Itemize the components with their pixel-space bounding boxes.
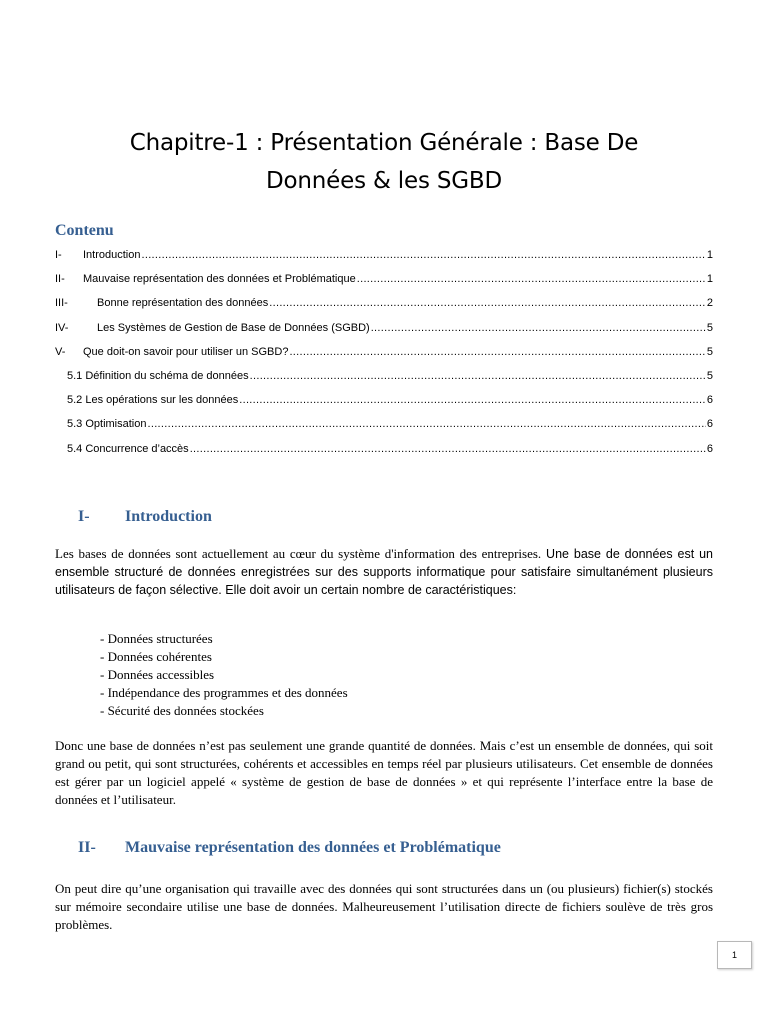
toc-entry-page: 5: [706, 370, 713, 383]
toc-entry-page: 1: [706, 273, 713, 286]
list-item: - Sécurité des données stockées: [100, 703, 264, 718]
intro-paragraph: [55, 545, 713, 599]
toc-entry[interactable]: [55, 243, 713, 267]
toc-entry[interactable]: [55, 364, 713, 388]
toc-entry-page: 2: [706, 297, 713, 310]
toc-entry-text: 5.4 Concurrence d’accès: [67, 442, 189, 455]
toc-dot-leader: [190, 443, 706, 455]
toc-entry[interactable]: [55, 291, 713, 315]
toc-entry[interactable]: [55, 412, 713, 436]
toc-entry-page: 5: [706, 345, 713, 358]
toc-dot-leader: [357, 273, 706, 285]
toc-dot-leader: [147, 418, 705, 430]
toc-entry-page: 6: [706, 442, 713, 455]
toc-entry[interactable]: [55, 267, 713, 291]
toc-entry-text: Les Systèmes de Gestion de Base de Données (SGBD): [97, 321, 370, 334]
list-item: - Indépendance des programmes et des données: [100, 685, 348, 700]
toc-entry-page: 6: [706, 394, 713, 407]
toc-entry-page: 5: [706, 321, 713, 334]
characteristics-list: [100, 630, 348, 720]
toc-dot-leader: [141, 249, 705, 261]
toc-entry-number: V-: [55, 345, 66, 358]
toc-entry-text: 5.2 Les opérations sur les données: [67, 394, 239, 407]
toc-entry[interactable]: [55, 437, 713, 461]
section-title: Introduction: [125, 508, 212, 525]
toc-entry-number: IV-: [55, 321, 69, 334]
intro-paragraph-2: Donc une base de données n’est pas seulement une grande quantité de données. Mais c’est un ensemble de données, qui soit grand ou petit, qui sont structurées, cohérents et accessibles en temps réel par plusieurs utilisateurs. Cet ensemble de données est gérer par un logiciel appelé « système de gestion de base de données » et qui représente l’interface entre la base de données et l’utilisateur.: [55, 738, 713, 807]
intro-text-serif: Les bases de données sont actuellement au cœur du système d'information des entreprises.: [55, 546, 542, 561]
toc-entry-text: 5.1 Définition du schéma de données: [67, 370, 249, 383]
page-number-box: [717, 941, 752, 969]
toc-dot-leader: [269, 297, 706, 309]
toc-entry[interactable]: [55, 340, 713, 364]
toc-entry-text: 5.3 Optimisation: [67, 418, 147, 431]
toc-dot-leader: [289, 346, 705, 358]
chapter-title-line2: Données & les SGBD: [266, 168, 502, 194]
section-number: I-: [78, 508, 90, 525]
toc-entry-number: I-: [55, 249, 62, 262]
section-number: II-: [78, 839, 96, 856]
list-item: - Données structurées: [100, 631, 213, 646]
toc-entry-text: Que doit-on savoir pour utiliser un SGBD?: [83, 345, 289, 358]
list-item: - Données cohérentes: [100, 649, 212, 664]
page-number: 1: [731, 950, 737, 960]
chapter-title-line1: Chapitre-1 : Présentation Générale : Base De: [129, 130, 639, 156]
toc-dot-leader: [239, 394, 706, 406]
toc-entry-text: Mauvaise représentation des données et Problématique: [83, 273, 356, 286]
toc-heading: Contenu: [55, 222, 114, 239]
section-title: Mauvaise représentation des données et Problématique: [125, 839, 501, 856]
toc-dot-leader: [371, 322, 706, 334]
toc-entry-number: II-: [55, 273, 65, 286]
chapter-title: [40, 124, 728, 200]
section-heading-problematique: [78, 839, 501, 857]
toc-dot-leader: [250, 370, 706, 382]
table-of-contents: [55, 243, 713, 461]
problematique-paragraph: On peut dire qu’une organisation qui travaille avec des données qui sont structurées dans un (ou plusieurs) fichier(s) stockés sur mémoire secondaire utilise une base de données. Malheureusement l’utilisation directe de fichiers soulève de très gros problèmes.: [55, 881, 713, 932]
section-heading-introduction: [78, 508, 212, 526]
toc-entry-page: 1: [706, 249, 713, 262]
intro-text-sans: Une base de données est un ensemble structuré de données enregistrées sur des supports informatique pour satisfaire simultanément plusieurs utilisateurs de façon sélective. Elle doit avoir un certain nombre de caractéristiques:: [55, 547, 713, 597]
toc-entry-page: 6: [706, 418, 713, 431]
toc-entry-text: Introduction: [83, 249, 141, 262]
toc-entry-number: III-: [55, 297, 68, 310]
toc-entry[interactable]: [55, 316, 713, 340]
toc-entry-text: Bonne représentation des données: [97, 297, 269, 310]
toc-entry[interactable]: [55, 388, 713, 412]
list-item: - Données accessibles: [100, 667, 215, 682]
